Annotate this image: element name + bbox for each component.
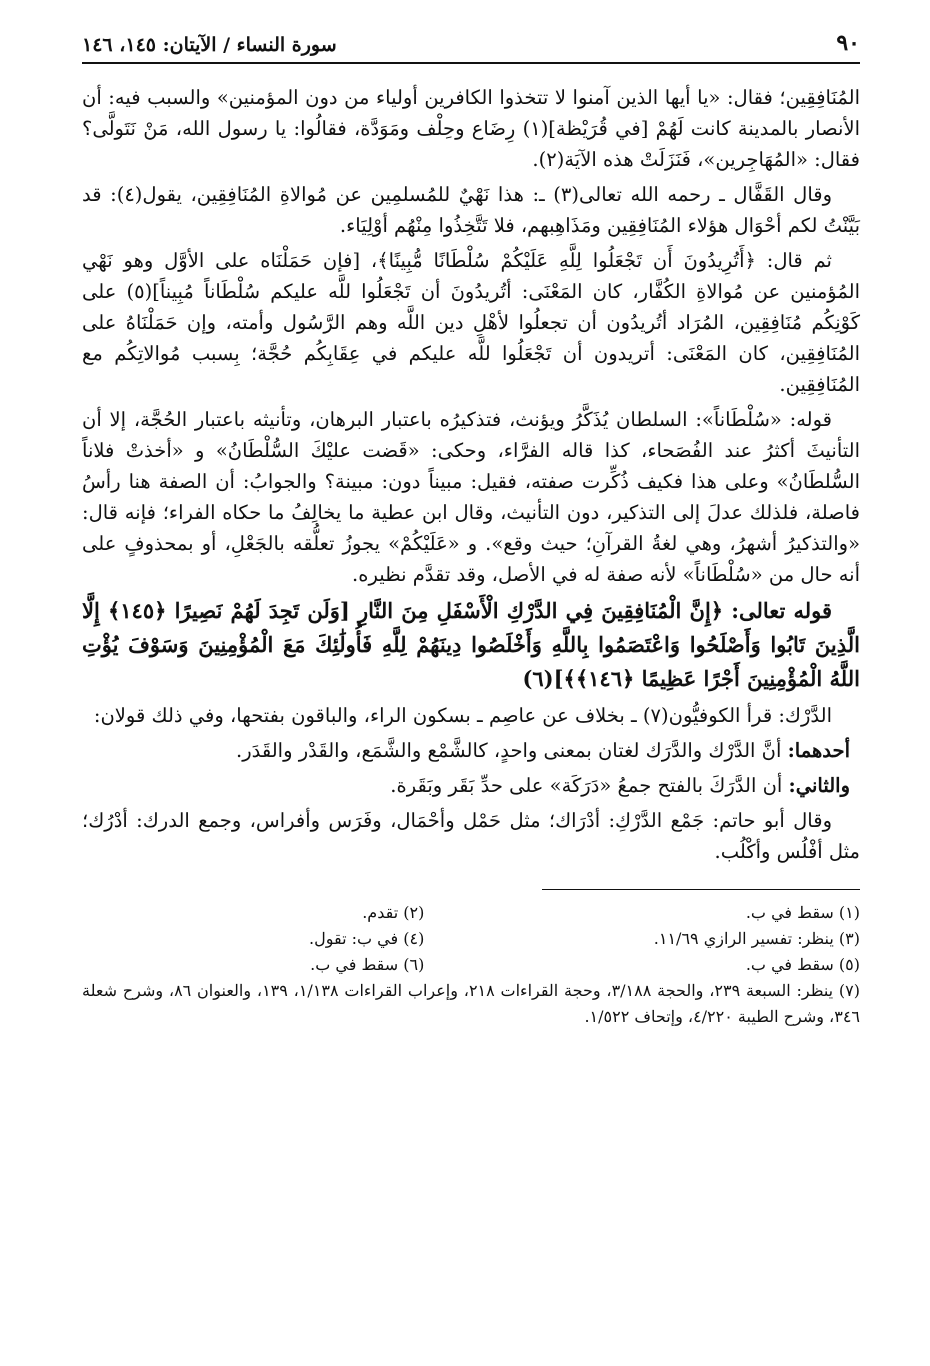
paragraph-text: وقال أبو حاتم: جَمْع الدَّرْكِ: أدْرَاك؛ مثل حَمْل وأحْمَال، وفَرَس وأفراس، وجمع الدرك: أدْرُك؛ مثل أفْلُس وأكْلُب. — [82, 809, 860, 863]
paragraph-text: الدَّرْك: قرأ الكوفيُّون(٧) ـ بخلاف عن عاصِم ـ بسكون الراء، والباقون بفتحها، وفي ذلك قولان: — [93, 704, 832, 727]
running-header — [82, 30, 860, 64]
page — [82, 30, 860, 1030]
page-number: ٩٠ — [836, 30, 860, 56]
paragraph — [82, 770, 860, 801]
paragraph — [82, 735, 860, 766]
quran-verse — [82, 594, 860, 696]
footnote: (٤) في ب: تقول. — [309, 929, 425, 948]
main-text — [82, 82, 860, 867]
paragraph-text: أنَّ الدَّرْك والدَّرَك لغتان بمعنى واحدٍ، كالشَّمْع والشَّمَع، والقَدْر والقَدَر. — [236, 739, 788, 762]
footnote-row — [82, 900, 860, 926]
footnote: (٥) سقط في ب. — [745, 955, 860, 974]
footnote-row — [82, 952, 860, 978]
paragraph — [82, 245, 860, 400]
footnotes — [82, 900, 860, 1030]
footnote-separator — [542, 889, 860, 890]
paragraph — [82, 179, 860, 241]
item-lead: والثاني: — [788, 774, 850, 797]
item-lead: أحدهما: — [787, 739, 850, 762]
paragraph — [82, 805, 860, 867]
paragraph — [82, 82, 860, 175]
footnote-long: (٧) ينظر: السبعة ٢٣٩، والحجة ٣/١٨٨، وحجة القراءات ٢١٨، وإعراب القراءات ١/١٣٨، ١٣٩، والعنوان ٨٦، وشرح شعلة ٣٤٦، وشرح الطيبة ٤/٢٢٠، وإتحاف ١/٥٢٢. — [82, 981, 861, 1026]
paragraph-text: وقال القَفَّال ـ رحمه الله تعالى(٣) ـ: هذا نَهْيٌ للمُسلمِين عن مُوالاةِ المُنَافِقِين، يقول(٤): قد بَيَّنْتُ لكم أحْوَال هؤلاء المُنَافِقِين ومَذَاهِبهم، فلا تَتَّخِذُوا مِنْهُم أوْلِيَاء. — [82, 183, 860, 237]
paragraph-text: قوله: «سُلْطَاناً»: السلطان يُذَكَّرُ ويؤنث، فتذكيرُه باعتبار البرهان، وتأنيثه باعتبار الحُجَّة، إلا أن التأنيثَ أكثرُ عند الفُصَحاء، كذا قاله الفرَّاء، وحكى: «قَضت عليْكَ السُّلْطَانُ» و «أخذتْ فلاناً السُّلطَانُ» وعلى هذا فكيف ذُكِّرت صفته، فقيل: مبيناً دون: مبينة؟ والجوابُ: أن الصفة هنا رأسُ فاصلة، فلذلك عدلَ إلى التذكير، دون التأنيث، وقال ابن عطية ما يخالِفُ ما حكاه الفراء؛ فإنه قال: «والتذكيرُ أشهرُ، وهي لغةُ القرآنِ؛ حيث وقع». و «عَلَيْكُمْ» يجوزُ تعلُّقه بالجَعْلِ، أو بمحذوفٍ على أنه حال من «سُلْطَاناً» لأنه صفة له في الأصل، وقد تقدَّم نظيره. — [82, 408, 860, 586]
header-title: سورة النساء / الآيتان: ١٤٥، ١٤٦ — [82, 34, 337, 56]
paragraph-text: المُنَافِقِين؛ فقال: «يا أيها الذين آمنوا لا تتخذوا الكافرين أولياء من دون المؤمنين» والسبب فيه: أن الأنصار بالمدينة كانت لَهُمْ [في قُرَيْظة](١) رِضَاع وحِلْف ومَوَدَّة، فقالُوا: يا رسول الله، مَنْ نَتَولَّى؟ فقال: «المُهَاجِرين»، فَنَزَلَتْ هذه الآيَة(٢). — [82, 86, 860, 171]
paragraph — [82, 404, 860, 590]
footnote: (٣) ينظر: تفسير الرازي ١١/٦٩. — [653, 929, 860, 948]
paragraph-text: أن الدَّرَكَ بالفتح جمعُ «دَرَكَة» على حدِّ بَقَر وبَقَرة. — [390, 774, 789, 797]
footnote: (٦) سقط في ب. — [310, 955, 425, 974]
footnote: (٢) تقدم. — [362, 903, 425, 922]
paragraph — [82, 700, 860, 731]
paragraph-text: قوله تعالى: ﴿إِنَّ الْمُنَافِقِينَ فِي الدَّرْكِ الْأَسْفَلِ مِنَ النَّارِ [وَلَن تَجِدَ لَهُمْ نَصِيرًا ﴿١٤٥﴾ إِلَّا الَّذِينَ تَابُوا وَأَصْلَحُوا وَاعْتَصَمُوا بِاللَّهِ وَأَخْلَصُوا دِينَهُمْ لِلَّهِ فَأُولَٰئِكَ مَعَ الْمُؤْمِنِينَ وَسَوْفَ يُؤْتِ اللَّهُ الْمُؤْمِنِينَ أَجْرًا عَظِيمًا ﴿١٤٦﴾﴾](٦) — [82, 598, 860, 691]
paragraph-text: ثم قال: ﴿أَتُرِيدُونَ أَن تَجْعَلُوا لِلَّهِ عَلَيْكُمْ سُلْطَانًا مُّبِينًا﴾، [فإن حَمَلْنَاه على الأوَّل وهو نَهْي المُؤمنين عن مُوالاةِ الكُفَّار، كان المَعْنَى: أتُريدُونَ أن تَجْعَلُوا للَّه عليكم سُلْطَاناً مُبِيناً](٥) على كَوْنِكُم مُنَافِقِين، المُرَاد أتُريدُون أن تجعلُوا لأهْلِ دين اللَّه وهم الرَّسُول وأمته، وإن حَمَلْنَاهُ على المُنَافِقِين، كان المَعْنَى: أتريدون أن تَجْعَلُوا للَّه عليكم في عِقَابِكُم حُجَّة؛ بِسبب مُوالاتِكُم مع المُنَافِقِين. — [82, 249, 861, 396]
footnote-row — [82, 926, 860, 952]
footnote: (١) سقط في ب. — [745, 903, 860, 922]
